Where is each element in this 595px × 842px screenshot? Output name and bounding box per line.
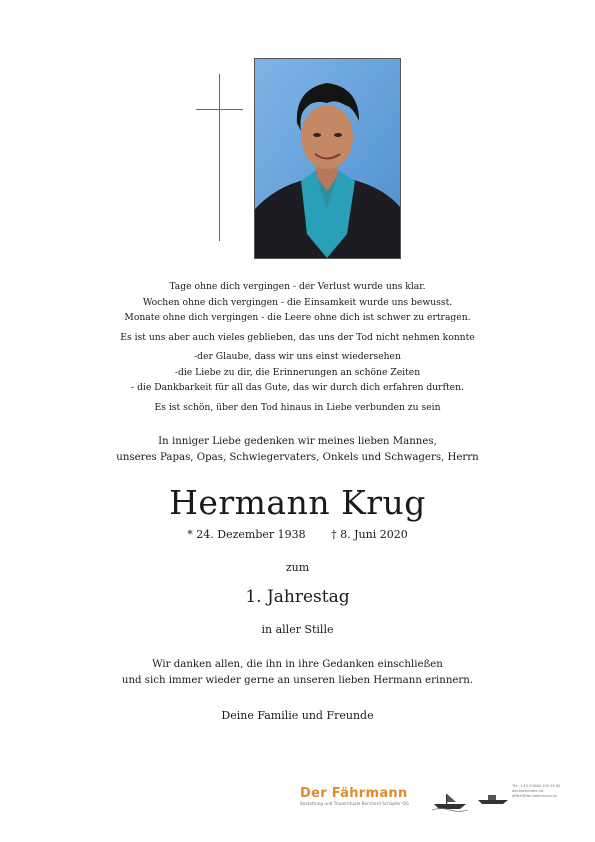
intro-text [0, 434, 595, 466]
contact-line: office@der-faehrmann.at [512, 794, 557, 798]
zum-text: zum [285, 561, 310, 574]
funeral-home-logo [300, 786, 430, 807]
birth-date: * 24. Dezember 1938 [187, 528, 306, 541]
portrait-photo [254, 58, 401, 259]
ferry-boat-icon-small [476, 791, 510, 809]
life-dates [0, 527, 595, 543]
poem-line: Monate ohne dich vergingen - die Leere ohne dich ist schwer zu ertragen. [124, 312, 471, 323]
poem-line: Es ist uns aber auch vieles geblieben, das uns der Tod nicht nehmen konnte [120, 331, 475, 343]
occasion-title: 1. Jahrestag [245, 587, 350, 607]
intro-line: unseres Papas, Opas, Schwiegervaters, Onkels und Schwagers, Herrn [116, 452, 479, 463]
poem-line: -der Glaube, dass wir uns einst wiedersehen [194, 351, 401, 362]
contact-line: der-faehrmann.at [512, 789, 544, 793]
signature: Deine Familie und Freunde [221, 709, 374, 722]
cross-horizontal-bar [196, 109, 243, 110]
occasion-subtitle: in aller Stille [261, 623, 334, 636]
brand-subtitle: Bestattung und Trauerrituale Bernhard Schöpfer OG [300, 801, 409, 806]
poem-line: Wochen ohne dich vergingen - die Einsamkeit wurde uns bewusst. [142, 296, 453, 308]
thanks-line: Wir danken allen, die ihn in ihre Gedanken einschließen [152, 659, 443, 670]
thanks-line: und sich immer wieder gerne an unseren lieben Hermann erinnern. [121, 675, 474, 686]
death-date: † 8. Juni 2020 [331, 528, 408, 541]
poem-line: - die Dankbarkeit für all das Gute, das wir durch dich erfahren durften. [131, 382, 464, 393]
thanks-text [0, 657, 595, 689]
intro-line: In inniger Liebe gedenken wir meines lieben Mannes, [158, 436, 437, 447]
poem-line: -die Liebe zu dir, die Erinnerungen an schöne Zeiten [174, 366, 421, 378]
ferry-boat-icon [432, 788, 468, 812]
brand-name: Der Fährmann [300, 786, 408, 801]
poem-block [0, 279, 595, 415]
cross-icon [196, 74, 243, 241]
poem-line: Tage ohne dich vergingen - der Verlust wurde uns klar. [169, 281, 426, 292]
portrait-illustration [255, 59, 400, 258]
contact-line: Tel.: +43 (0)664 195 99 60 [512, 784, 561, 788]
deceased-name: Hermann Krug [169, 483, 426, 522]
contact-info [512, 784, 572, 799]
cross-vertical-bar [219, 74, 220, 241]
poem-line: Es ist schön, über den Tod hinaus in Liebe verbunden zu sein [154, 401, 441, 413]
